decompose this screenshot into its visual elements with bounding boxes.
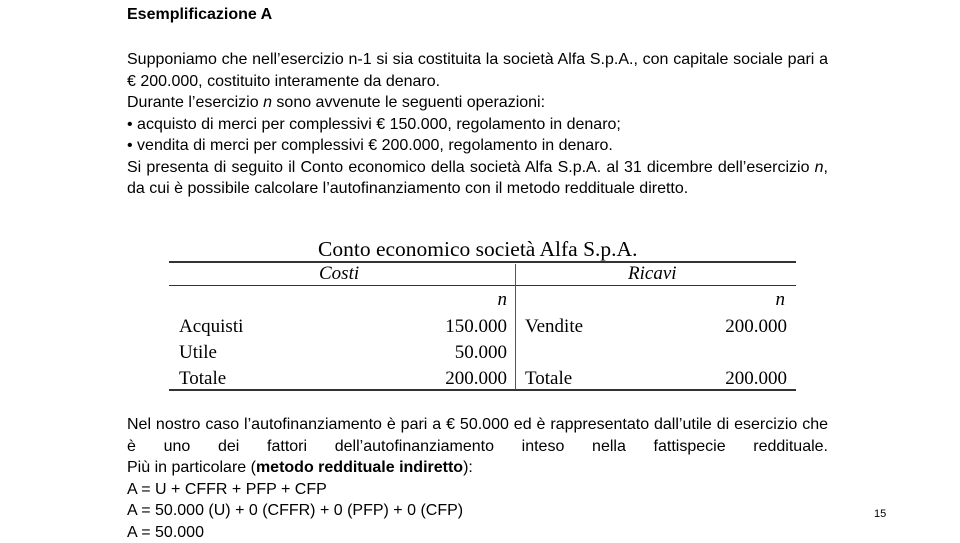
outro-paragraph-2: Più in particolare (metodo reddituale indiretto): <box>127 457 828 479</box>
costi-row-utile-value: 50.000 <box>407 342 507 364</box>
metodo-label: metodo reddituale indiretto <box>256 459 463 476</box>
formula-substituted: A = 50.000 (U) + 0 (CFFR) + 0 (PFP) + 0 (CFP) <box>127 500 828 522</box>
outro-text <box>127 414 828 543</box>
costi-totale-value: 200.000 <box>407 368 507 390</box>
costi-totale-label: Totale <box>179 368 226 390</box>
ricavi-row-vendite-value: 200.000 <box>687 316 787 338</box>
ricavi-header: Ricavi <box>628 263 677 285</box>
costi-header: Costi <box>319 263 359 285</box>
costi-row-acquisti-label: Acquisti <box>179 316 243 338</box>
intro-paragraph-3: Si presenta di seguito il Conto economico della società Alfa S.p.A. al 31 dicembre dell’esercizio n, da cui è possibile calcolare l’autofinanziamento con il metodo reddituale diretto. <box>127 157 828 200</box>
page-number: 15 <box>874 507 886 521</box>
ricavi-totale-label: Totale <box>525 368 572 390</box>
costi-row-acquisti-value: 150.000 <box>407 316 507 338</box>
slide-title: Esemplificazione A <box>127 5 272 25</box>
intro-paragraph-2: Durante l’esercizio n sono avvenute le seguenti operazioni: <box>127 92 828 114</box>
bullet-acquisto: • acquisto di merci per complessivi € 150.000, regolamento in denaro; <box>127 114 828 136</box>
ricavi-year-label: n <box>747 289 785 311</box>
costi-year-label: n <box>469 289 507 311</box>
intro-paragraph-1: Supponiamo che nell’esercizio n-1 si sia costituita la società Alfa S.p.A., con capitale sociale pari a € 200.000, costituito interamente da denaro. <box>127 49 828 92</box>
costi-row-utile-label: Utile <box>179 342 217 364</box>
formula-general: A = U + CFFR + PFP + CFP <box>127 479 828 501</box>
table-top-rule <box>169 261 796 263</box>
outro-paragraph-1: Nel nostro caso l’autofinanziamento è pari a € 50.000 ed è rappresentato dall’utile di esercizio che è uno dei fattori dell’autofinanziamento inteso nella fattispecie reddituale. <box>127 414 828 457</box>
conto-economico-title: Conto economico società Alfa S.p.A. <box>318 235 637 263</box>
ricavi-row-vendite-label: Vendite <box>525 316 583 338</box>
intro-text <box>127 49 828 200</box>
table-column-divider <box>515 264 516 389</box>
conto-economico-table <box>169 261 796 391</box>
bullet-vendita: • vendita di merci per complessivi € 200.000, regolamento in denaro. <box>127 135 828 157</box>
formula-result: A = 50.000 <box>127 522 828 543</box>
table-header-rule <box>169 285 796 286</box>
ricavi-totale-value: 200.000 <box>687 368 787 390</box>
